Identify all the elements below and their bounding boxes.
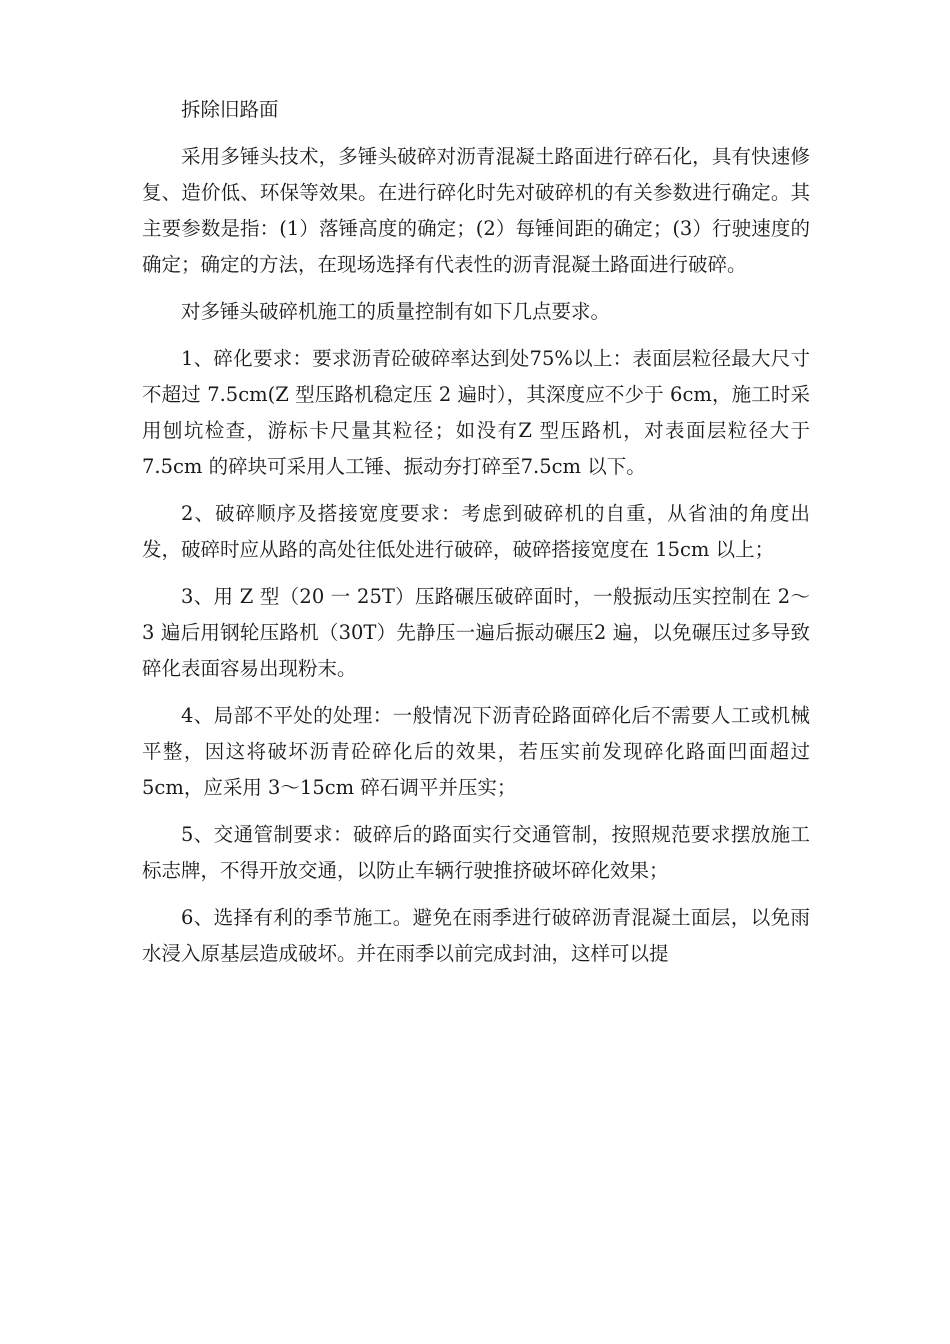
paragraph-item-1: 1、碎化要求：要求沥青砼破碎率达到处75%以上：表面层粒径最大尺寸不超过 7.5cm(Z 型压路机稳定压 2 遍时），其深度应不少于 6cm，施工时采用刨坑检查，游标卡尺量其粒径；如没有Z 型压路机，对表面层粒径大于 7.5cm 的碎块可采用人工锤、振动夯打碎至7.5cm 以下。	[142, 346, 810, 479]
paragraph-requirements-lead: 对多锤头破碎机施工的质量控制有如下几点要求。	[181, 300, 611, 324]
paragraph-item-5: 5、交通管制要求：破碎后的路面实行交通管制，按照规范要求摆放施工标志牌，不得开放交通，以防止车辆行驶推挤破坏碎化效果；	[142, 823, 810, 883]
paragraph-intro: 采用多锤头技术，多锤头破碎对沥青混凝土路面进行碎石化，具有快速修复、造价低、环保等效果。在进行碎化时先对破碎机的有关参数进行确定。其主要参数是指：(1）落锤高度的确定；(2）每锤间距的确定；(3）行驶速度的确定；确定的方法，在现场选择有代表性的沥青混凝土路面进行破碎。	[142, 144, 810, 277]
paragraph-item-6: 6、选择有利的季节施工。避免在雨季进行破碎沥青混凝土面层，以免雨水浸入原基层造成破坏。并在雨季以前完成封油，这样可以提	[142, 906, 810, 966]
paragraph-item-4: 4、局部不平处的处理：一般情况下沥青砼路面碎化后不需要人工或机械平整，因这将破坏沥青砼碎化后的效果，若压实前发现碎化路面凹面超过 5cm，应采用 3～15cm 碎石调平并压实；	[142, 704, 810, 800]
paragraph-item-2: 2、破碎顺序及搭接宽度要求：考虑到破碎机的自重，从省油的角度出发，破碎时应从路的高处往低处进行破碎，破碎搭接宽度在 15cm 以上；	[142, 502, 810, 562]
section-heading: 拆除旧路面	[181, 98, 279, 121]
document-body	[142, 92, 810, 983]
paragraph-item-3: 3、用 Z 型（20 一 25T）压路碾压破碎面时，一般振动压实控制在 2～3 遍后用钢轮压路机（30T）先静压一遍后振动碾压2 遍，以免碾压过多导致碎化表面容易出现粉末。	[142, 584, 810, 681]
